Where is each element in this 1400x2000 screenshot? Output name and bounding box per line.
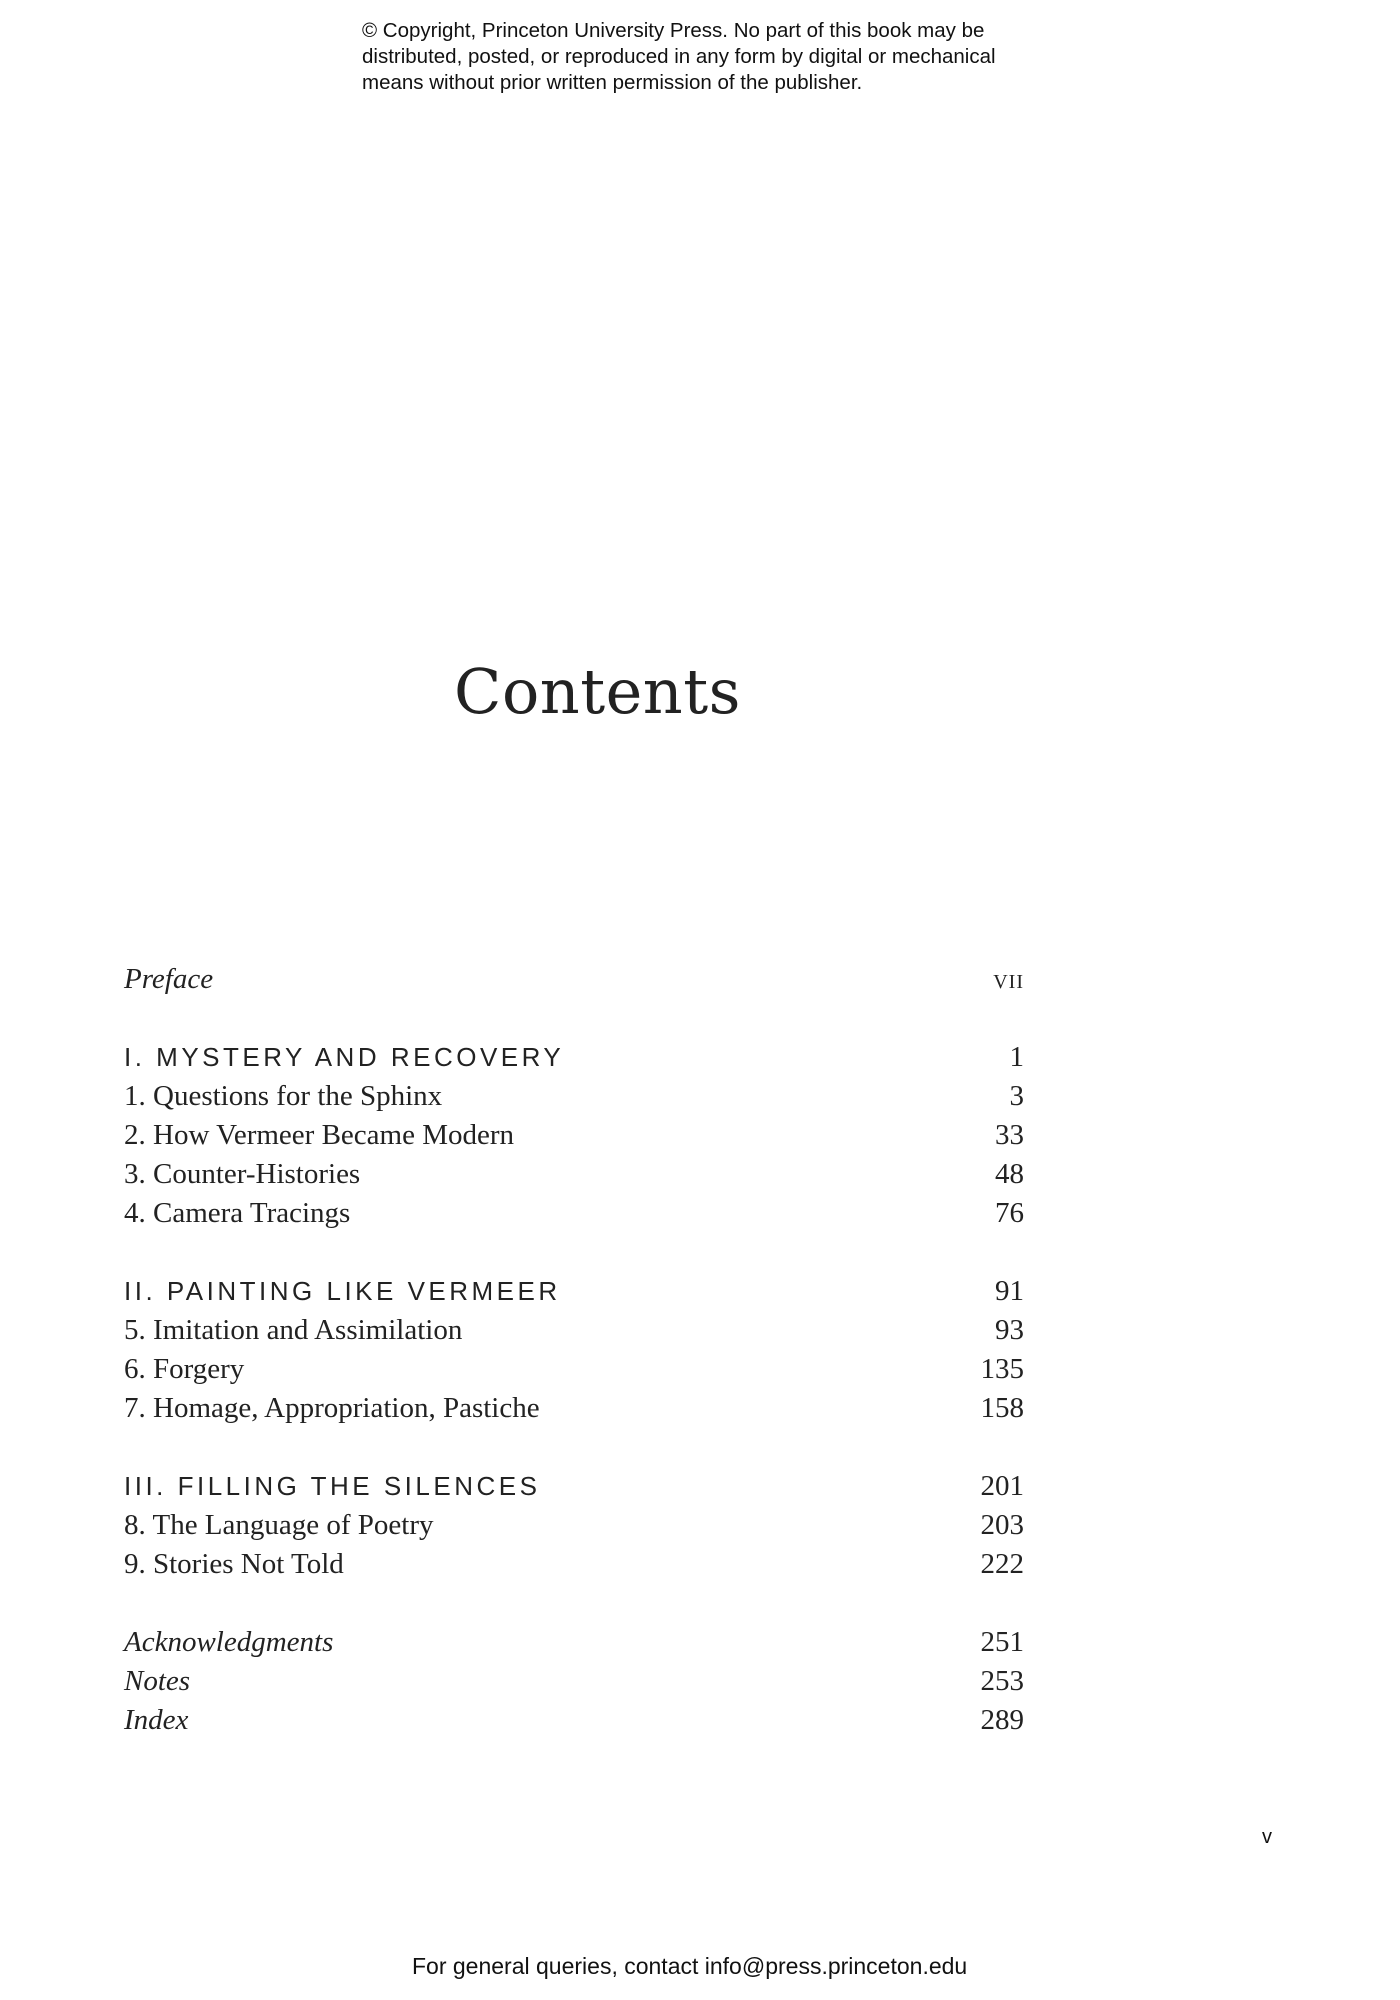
- toc-entry-chapter: [124, 1155, 1024, 1194]
- toc-entry-page: 135: [980, 1353, 1024, 1385]
- toc-entry-label: 8. The Language of Poetry: [124, 1509, 434, 1541]
- footer-contact: For general queries, contact info@press.princeton.edu: [412, 1953, 968, 1979]
- toc-entry-chapter: [124, 1077, 1024, 1116]
- toc-entry-label: 7. Homage, Appropriation, Pastiche: [124, 1392, 540, 1424]
- toc-entry-chapter: [124, 1116, 1024, 1155]
- toc-entry-label: 6. Forgery: [124, 1353, 245, 1385]
- toc-part-label: II. PAINTING LIKE VERMEER: [124, 1276, 561, 1306]
- toc-entry-page: 253: [980, 1665, 1024, 1697]
- copyright-notice: [362, 18, 1082, 96]
- toc-entry-label: 1. Questions for the Sphinx: [124, 1080, 443, 1112]
- toc-entry-chapter: [124, 1506, 1024, 1545]
- copyright-line: means without prior written permission of the publisher.: [362, 71, 863, 94]
- toc-entry-label: 5. Imitation and Assimilation: [124, 1314, 463, 1346]
- toc-entry-label: Preface: [124, 963, 214, 995]
- toc-entry-page: 3: [1009, 1080, 1024, 1112]
- toc-entry-page: 203: [980, 1509, 1024, 1541]
- toc-part-heading: [124, 1467, 1024, 1506]
- toc-entry-page: 251: [980, 1626, 1024, 1658]
- toc-entry-page: 222: [980, 1548, 1024, 1580]
- toc-entry-page: 33: [995, 1119, 1024, 1151]
- toc-entry-label: Index: [124, 1704, 189, 1736]
- page-title: Contents: [454, 655, 741, 728]
- toc-entry-preface: [124, 960, 1024, 999]
- toc-entry-label: Acknowledgments: [124, 1626, 334, 1658]
- toc-entry-backmatter: [124, 1701, 1024, 1740]
- toc-part-heading: [124, 1272, 1024, 1311]
- toc-entry-backmatter: [124, 1662, 1024, 1701]
- toc-part-heading: [124, 1038, 1024, 1077]
- toc-entry-label: 4. Camera Tracings: [124, 1197, 351, 1229]
- toc-entry-label: 3. Counter-Histories: [124, 1158, 361, 1190]
- toc-entry-label: Notes: [124, 1665, 191, 1697]
- toc-entry-page: vii: [993, 963, 1024, 995]
- toc-part-label: III. FILLING THE SILENCES: [124, 1471, 541, 1501]
- toc-entry-backmatter: [124, 1623, 1024, 1662]
- toc-entry-page: 1: [1009, 1041, 1024, 1073]
- toc-entry-chapter: [124, 1311, 1024, 1350]
- page-number: v: [1262, 1826, 1272, 1848]
- toc-entry-page: 158: [980, 1392, 1024, 1424]
- toc-entry-label: 9. Stories Not Told: [124, 1548, 344, 1580]
- toc-entry-chapter: [124, 1194, 1024, 1233]
- toc-entry-chapter: [124, 1389, 1024, 1428]
- toc-entry-page: 93: [995, 1314, 1024, 1346]
- toc-entry-page: 91: [995, 1275, 1024, 1307]
- copyright-line: © Copyright, Princeton University Press. No part of this book may be: [362, 19, 985, 42]
- copyright-line: distributed, posted, or reproduced in any form by digital or mechanical: [362, 45, 996, 68]
- toc-entry-page: 48: [995, 1158, 1024, 1190]
- toc-entry-chapter: [124, 1350, 1024, 1389]
- toc-entry-chapter: [124, 1545, 1024, 1584]
- toc-entry-page: 76: [995, 1197, 1024, 1229]
- toc-entry-label: 2. How Vermeer Became Modern: [124, 1119, 515, 1151]
- toc-entry-page: 289: [980, 1704, 1024, 1736]
- toc-entry-page: 201: [980, 1470, 1024, 1502]
- table-of-contents: [124, 960, 1024, 1740]
- toc-part-label: I. MYSTERY AND RECOVERY: [124, 1042, 565, 1072]
